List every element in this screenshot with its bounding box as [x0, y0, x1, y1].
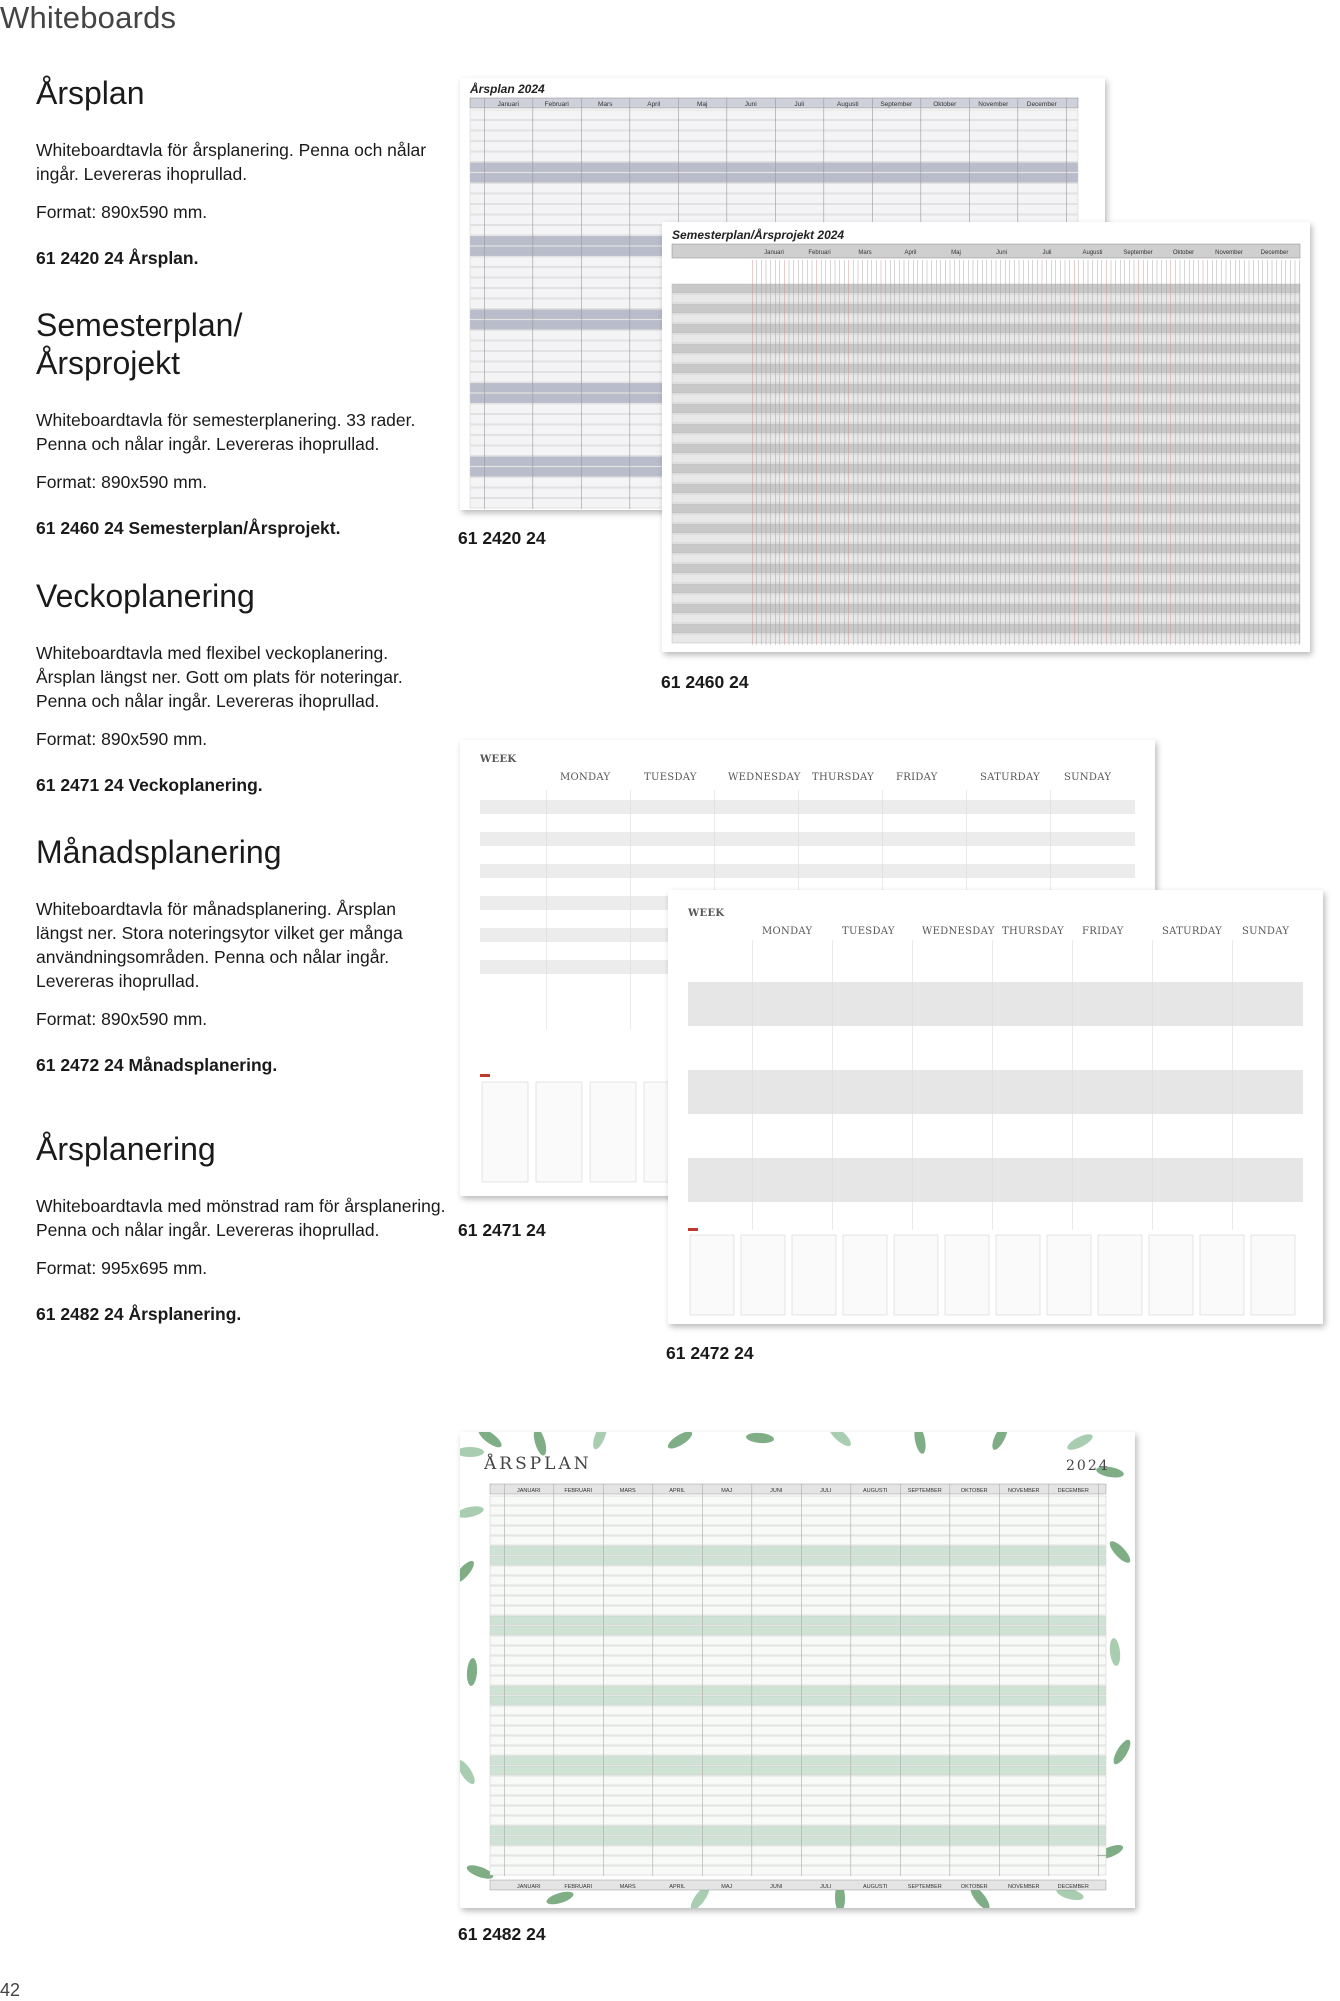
- month-label: Juli: [1042, 250, 1051, 256]
- month-label: April: [647, 101, 661, 108]
- weekday-label: FRIDAY: [896, 772, 938, 783]
- leaf-decoration: [545, 1889, 575, 1907]
- leaf-decoration: [460, 1504, 485, 1520]
- month-label: MARS: [620, 1488, 636, 1494]
- caption-semesterplan: 61 2460 24: [661, 672, 749, 693]
- month-label: MAJ: [721, 1884, 732, 1890]
- section-description: Whiteboardtavla för månadsplanering. Årsplan längst ner. Stora noteringsytor vilket ger många användningsområden. Penna och nålar ingår. Levereras ihoprullad.: [36, 897, 446, 993]
- month-label: Januari: [498, 101, 519, 108]
- month-label: Juli: [794, 101, 804, 108]
- section-description: Whiteboardtavla med flexibel veckoplanering. Årsplan längst ner. Gott om plats för noteringar. Penna och nålar ingår. Levereras ihoprullad.: [36, 641, 446, 713]
- weekday-label: TUESDAY: [644, 772, 697, 783]
- leaf-decoration: [826, 1432, 853, 1449]
- section-veckoplanering: [36, 577, 446, 796]
- month-label: Augusti: [837, 101, 859, 108]
- weekday-label: SUNDAY: [1064, 772, 1111, 783]
- leaf-decoration: [466, 1658, 478, 1687]
- section-semesterplan: [36, 306, 446, 539]
- weekday-label: SATURDAY: [980, 772, 1040, 783]
- section-title: Månadsplanering: [36, 833, 446, 871]
- leaf-decoration: [912, 1432, 927, 1455]
- board-title: Semesterplan/Årsprojekt 2024: [672, 228, 844, 242]
- section-title: Veckoplanering: [36, 577, 446, 615]
- section-title: Årsplan: [36, 74, 446, 112]
- month-label: SEPTEMBER: [908, 1884, 942, 1890]
- caption-arsplan: 61 2420 24: [458, 528, 546, 549]
- weekday-label: TUESDAY: [842, 926, 895, 937]
- month-label: Mars: [598, 101, 613, 108]
- month-label: Augusti: [1082, 250, 1102, 256]
- month-label: September: [880, 101, 913, 108]
- weekday-label: FRIDAY: [1082, 926, 1124, 937]
- weekday-label: SUNDAY: [1242, 926, 1289, 937]
- section-manadsplanering: [36, 833, 446, 1076]
- month-label: Oktober: [933, 101, 957, 108]
- section-title: Årsplanering: [36, 1130, 446, 1168]
- month-label: NOVEMBER: [1008, 1884, 1040, 1890]
- section-code: 61 2460 24 Semesterplan/Årsprojekt.: [36, 518, 446, 539]
- leaf-decoration: [1107, 1538, 1133, 1565]
- leaf-decoration: [460, 1447, 484, 1457]
- month-label: Maj: [951, 250, 961, 256]
- month-label: JULI: [820, 1488, 832, 1494]
- caption-manadsplanering: 61 2472 24: [666, 1343, 754, 1364]
- leaf-decoration: [476, 1432, 504, 1450]
- month-label: November: [1215, 250, 1243, 256]
- leaf-decoration: [665, 1432, 694, 1452]
- month-label: December: [1027, 101, 1058, 108]
- semester-grid: [662, 222, 1310, 652]
- month-label: OKTOBER: [961, 1884, 988, 1890]
- month-label: MARS: [620, 1884, 636, 1890]
- month-label: AUGUSTI: [863, 1488, 888, 1494]
- section-format: Format: 890x590 mm.: [36, 470, 446, 494]
- section-title: Semesterplan/ Årsprojekt: [36, 306, 296, 382]
- month-label: APRIL: [669, 1884, 685, 1890]
- page-number: 42: [0, 1980, 20, 2001]
- manadsplanering-board-image: [668, 890, 1323, 1324]
- page-header: Whiteboards: [0, 0, 176, 36]
- month-label: JANUARI: [517, 1488, 541, 1494]
- manad-grid: [668, 890, 1323, 1324]
- weekday-label: THURSDAY: [1002, 926, 1064, 937]
- month-label: FEBRUARI: [564, 1488, 592, 1494]
- month-label: Februari: [545, 101, 569, 108]
- month-label: Mars: [858, 250, 871, 256]
- month-label: DECEMBER: [1058, 1488, 1089, 1494]
- board-title: ÅRSPLAN: [484, 1454, 592, 1474]
- month-label: APRIL: [669, 1488, 685, 1494]
- weekday-label: SATURDAY: [1162, 926, 1222, 937]
- month-label: OKTOBER: [961, 1488, 988, 1494]
- board-title: Årsplan 2024: [470, 82, 545, 96]
- month-label: JANUARI: [517, 1884, 541, 1890]
- caption-arsplanering: 61 2482 24: [458, 1924, 546, 1945]
- section-format: Format: 890x590 mm.: [36, 1007, 446, 1031]
- month-label: JUNI: [770, 1884, 783, 1890]
- weekday-label: THURSDAY: [812, 772, 874, 783]
- board-year: 2024: [1066, 1458, 1110, 1474]
- month-label: SEPTEMBER: [908, 1488, 942, 1494]
- section-arsplanering: [36, 1130, 446, 1325]
- month-label: Oktober: [1173, 250, 1194, 256]
- weekday-label: WEDNESDAY: [922, 926, 995, 937]
- section-description: Whiteboardtavla med mönstrad ram för årsplanering. Penna och nålar ingår. Levereras ihoprullad.: [36, 1194, 446, 1242]
- section-code: 61 2471 24 Veckoplanering.: [36, 775, 446, 796]
- leaf-decoration: [460, 1558, 477, 1586]
- weekday-label: MONDAY: [560, 772, 610, 783]
- month-label: Januari: [764, 250, 784, 256]
- leaf-decoration: [746, 1432, 775, 1444]
- semesterplan-board-image: [662, 222, 1310, 652]
- arsplanering-grid: [460, 1432, 1135, 1908]
- month-label: April: [904, 250, 916, 256]
- leaf-decoration: [1065, 1432, 1094, 1453]
- section-format: Format: 890x590 mm.: [36, 727, 446, 751]
- month-label: NOVEMBER: [1008, 1488, 1040, 1494]
- section-description: Whiteboardtavla för årsplanering. Penna och nålar ingår. Levereras ihoprullad.: [36, 138, 446, 186]
- weekday-label: WEDNESDAY: [728, 772, 801, 783]
- caption-veckoplanering: 61 2471 24: [458, 1220, 546, 1241]
- month-label: September: [1123, 250, 1152, 256]
- month-label: FEBRUARI: [564, 1884, 592, 1890]
- section-format: Format: 995x695 mm.: [36, 1256, 446, 1280]
- section-code: 61 2420 24 Årsplan.: [36, 248, 446, 269]
- month-label: Juni: [996, 250, 1007, 256]
- month-label: MAJ: [721, 1488, 732, 1494]
- leaf-decoration: [590, 1432, 609, 1451]
- leaf-decoration: [989, 1432, 1010, 1452]
- leaf-decoration: [460, 1758, 478, 1787]
- month-label: Februari: [808, 250, 830, 256]
- week-label: WEEK: [688, 908, 724, 919]
- arsplanering-board-image: [460, 1432, 1135, 1908]
- weekday-label: MONDAY: [762, 926, 812, 937]
- section-arsplan: [36, 74, 446, 269]
- month-label: December: [1261, 250, 1289, 256]
- month-label: DECEMBER: [1058, 1884, 1089, 1890]
- section-code: 61 2472 24 Månadsplanering.: [36, 1055, 446, 1076]
- month-label: Juni: [745, 101, 757, 108]
- month-label: JULI: [820, 1884, 832, 1890]
- leaf-decoration: [1111, 1737, 1134, 1766]
- section-description: Whiteboardtavla för semesterplanering. 33 rader. Penna och nålar ingår. Levereras ihoprullad.: [36, 408, 446, 456]
- leaf-decoration: [1109, 1638, 1122, 1667]
- month-label: Maj: [697, 101, 707, 108]
- month-label: November: [978, 101, 1009, 108]
- month-label: AUGUSTI: [863, 1884, 888, 1890]
- week-label: WEEK: [480, 754, 516, 765]
- section-code: 61 2482 24 Årsplanering.: [36, 1304, 446, 1325]
- month-label: JUNI: [770, 1488, 783, 1494]
- section-format: Format: 890x590 mm.: [36, 200, 446, 224]
